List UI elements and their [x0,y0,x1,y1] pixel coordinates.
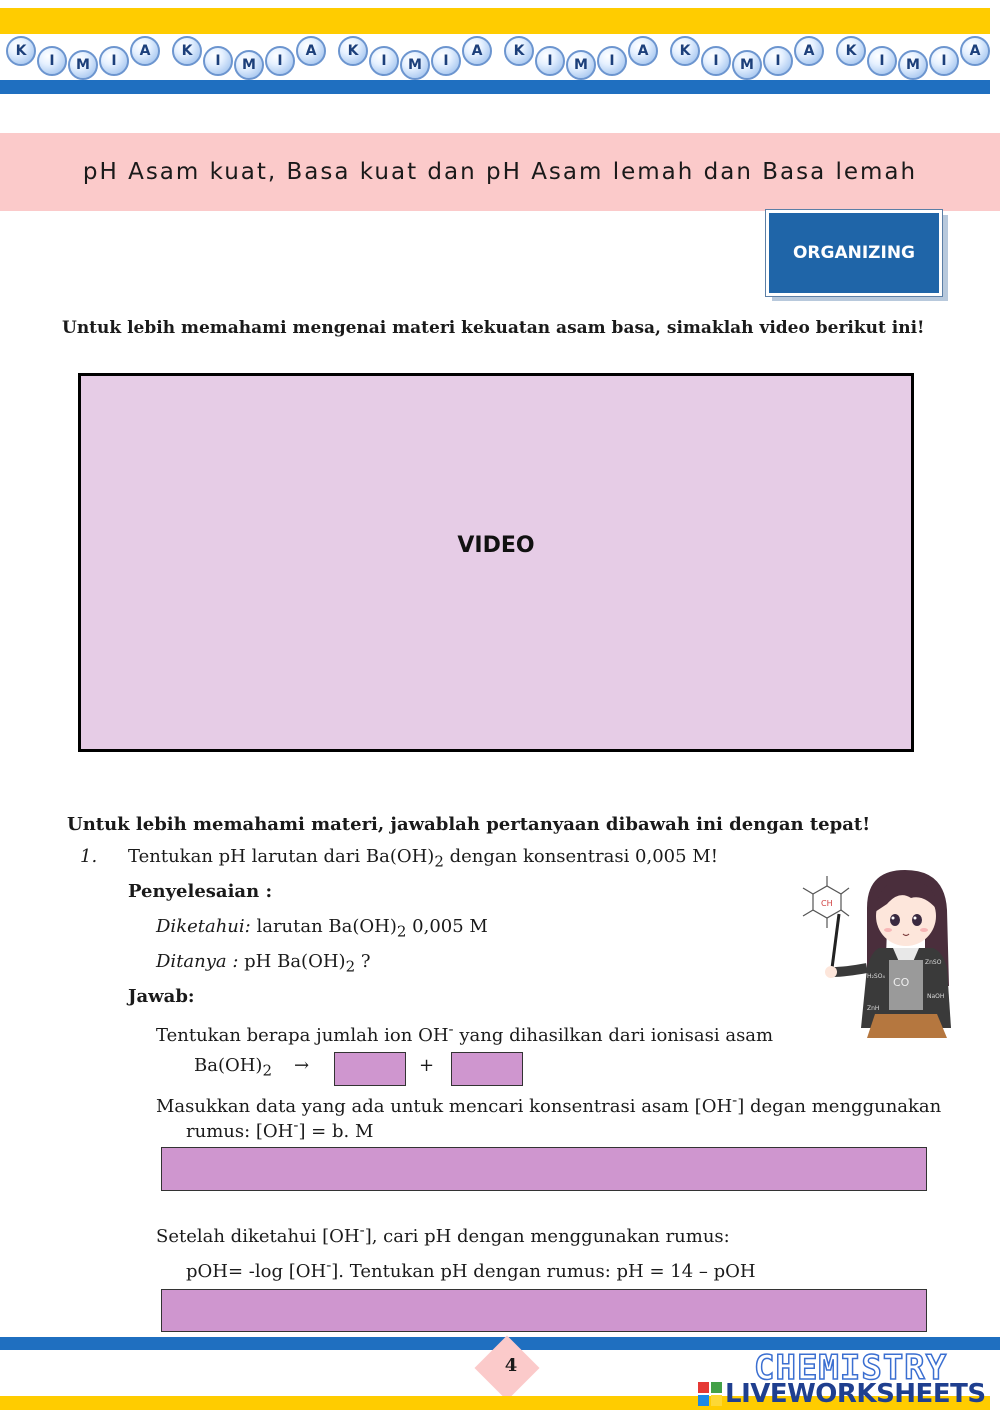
svg-text:ZnSO: ZnSO [925,959,942,966]
formula-text: rumus: [OH-] = b. M [186,1116,374,1142]
video-intro-text: Untuk lebih memahami mengenai materi kekuatan asam basa, simaklah video berikut ini! [62,318,925,338]
video-label: VIDEO [457,533,535,558]
answer-box-product-2[interactable] [451,1052,523,1086]
answer-box-product-1[interactable] [334,1052,406,1086]
liveworksheets-logo[interactable] [698,1379,986,1409]
answer-label: Jawab: [128,986,195,1007]
banner-letter-bubble: I [867,46,897,76]
header-yellow-stripe [0,8,990,34]
page-title: pH Asam kuat, Basa kuat dan pH Asam lemah dan Basa lemah [82,159,918,185]
svg-text:ZnH: ZnH [867,1005,880,1012]
banner-letter-bubble: K [338,36,368,66]
liveworksheets-brand: LIVEWORKSHEETS [725,1379,986,1409]
step-1-text: Tentukan berapa jumlah ion OH- yang dihasilkan dari ionisasi asam [156,1020,774,1046]
reaction-reactant: $Ba(OH)_2$ [194,1055,273,1080]
banner-letter-bubble: A [462,36,492,66]
banner-letter-bubble: A [628,36,658,66]
question-text: Tentukan pH larutan dari $Ba(OH)_2$ dengan konsentrasi 0,005 M! [128,846,718,871]
banner-letter-bubble: I [99,46,129,76]
video-player[interactable] [78,373,914,752]
girl-teacher-with-pointer-illustration [775,868,955,1040]
organizing-badge: ORGANIZING [766,210,942,296]
banner-letter-bubble: I [265,46,295,76]
reaction-arrow: → [294,1055,310,1076]
banner-letter-bubble: I [701,46,731,76]
banner-letter-bubble: I [203,46,233,76]
step-3-text: Setelah diketahui [OH-], cari pH dengan menggunakan rumus: [156,1221,730,1247]
banner-letter-bubble: I [535,46,565,76]
banner-letter-bubble: M [566,50,596,80]
chemistry-logo: CHEMISTRY [754,1348,948,1388]
banner-letter-bubble: M [234,50,264,80]
title-band [0,133,1000,211]
banner-letter-bubble: M [732,50,762,80]
question-number: 1. [80,846,98,867]
page-number: 4 [504,1355,518,1376]
banner-letter-bubble: I [431,46,461,76]
svg-text:H₂SO₄: H₂SO₄ [867,973,885,980]
banner-letter-bubble: I [37,46,67,76]
svg-text:CO: CO [893,976,910,989]
banner-letter-bubble: K [172,36,202,66]
banner-letter-bubble: I [763,46,793,76]
banner-letter-bubble: A [794,36,824,66]
step-4-text: pOH= -log [OH-]. Tentukan pH dengan rumus: pH = 14 – pOH [186,1256,756,1282]
banner-letter-bubble: I [369,46,399,76]
known-line: Diketahui: larutan $Ba(OH)_2$ 0,005 M [156,916,488,941]
banner-letter-bubble: M [400,50,430,80]
svg-text:NaOH: NaOH [927,993,945,1000]
banner-letter-bubble: K [836,36,866,66]
asked-line: Ditanya : pH $Ba(OH)_2$ ? [156,951,371,976]
reaction-plus: + [419,1055,435,1076]
banner-letter-bubble: K [6,36,36,66]
banner-letter-bubble: M [898,50,928,80]
answer-box-ph[interactable] [161,1289,927,1332]
banner-letter-bubble: A [296,36,326,66]
svg-text:CH: CH [821,899,833,908]
banner-letter-bubble: A [960,36,990,66]
answer-box-oh-concentration[interactable] [161,1147,927,1191]
solution-label: Penyelesaian : [128,881,273,902]
banner-letter-bubble: I [597,46,627,76]
banner-letter-bubble: M [68,50,98,80]
banner-letter-bubble: K [670,36,700,66]
banner-letter-bubble: K [504,36,534,66]
liveworksheets-icon [698,1382,722,1406]
banner-letter-bubble: A [130,36,160,66]
questions-intro: Untuk lebih memahami materi, jawablah pertanyaan dibawah ini dengan tepat! [67,814,871,835]
kimia-bubble-banner [0,34,1000,80]
step-2-text: Masukkan data yang ada untuk mencari konsentrasi asam [OH-] degan menggunakan [156,1091,942,1117]
banner-letter-bubble: I [929,46,959,76]
header-blue-stripe [0,80,990,94]
